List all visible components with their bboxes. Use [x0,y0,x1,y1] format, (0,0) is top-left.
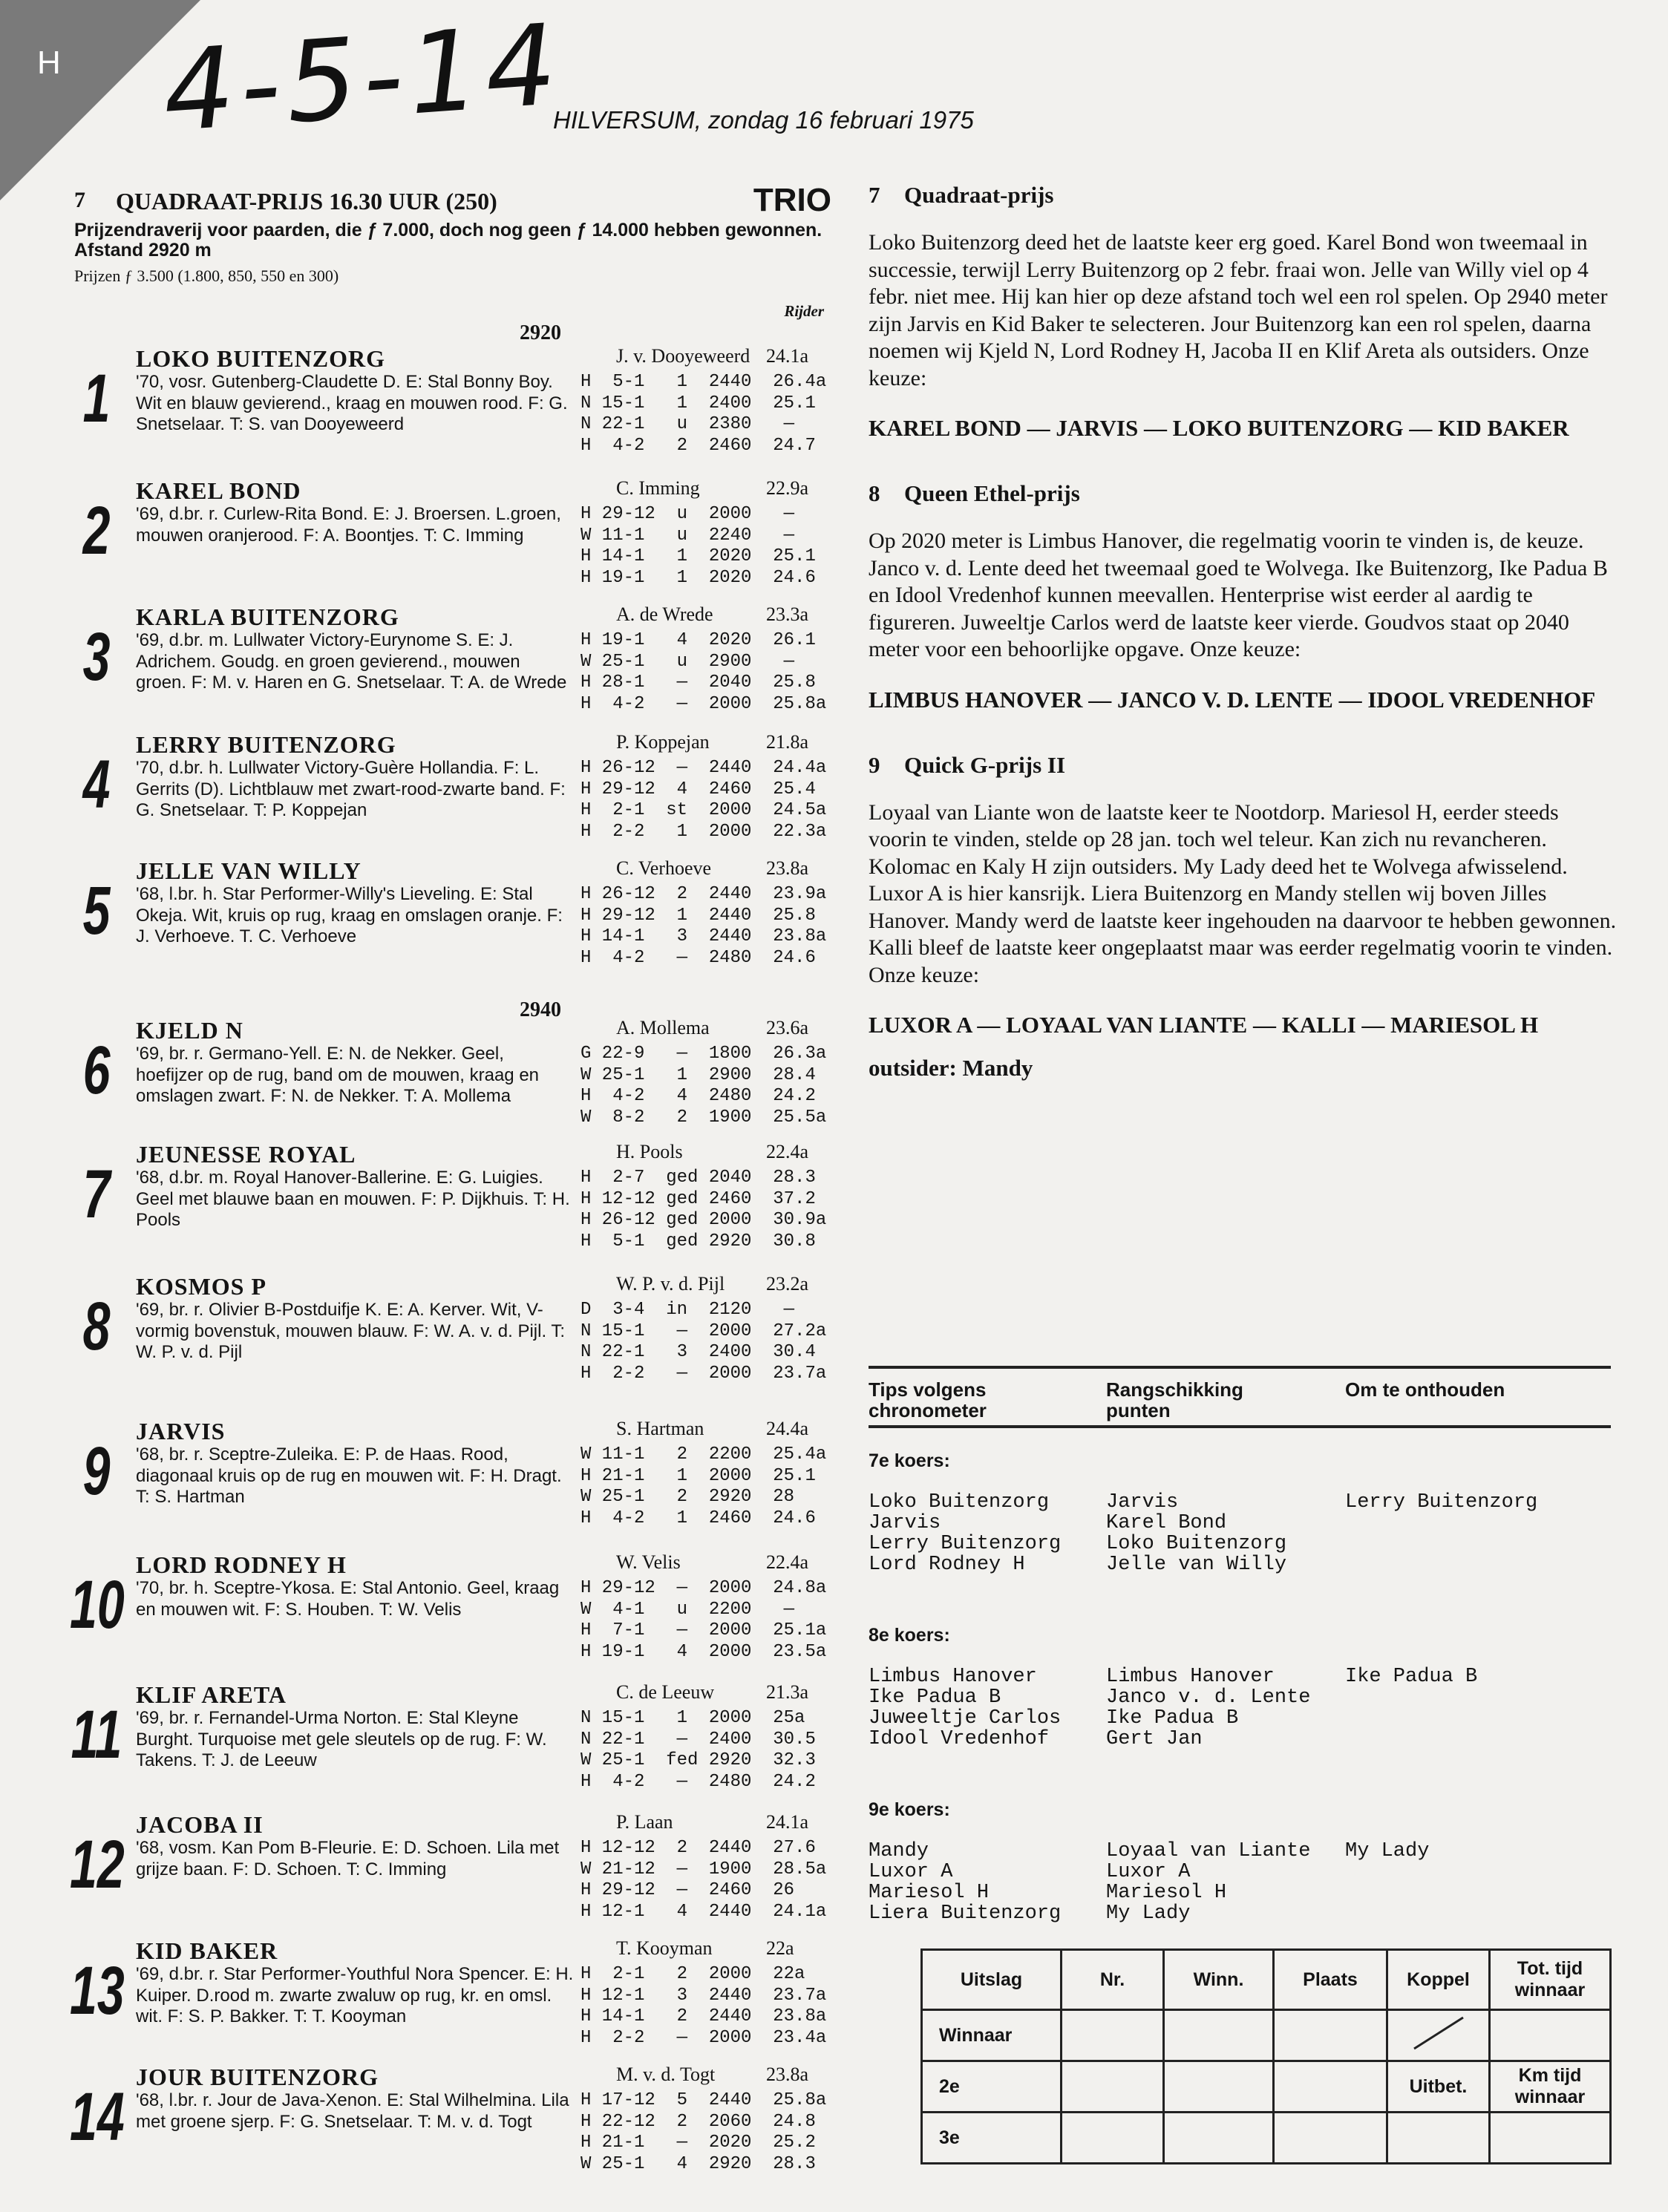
form-line: H 7-1 — 2000 25.1a [580,1620,827,1640]
horse-description: '70, br. h. Sceptre-Ykosa. E: Stal Antonio. Geel, kraag en mouwen wit. F: S. Houben. T: W. Velis [136,1578,560,1620]
form-line: W 11-1 u 2240 — [580,525,795,546]
horse-description: '69, d.br. r. Star Performer-Youthful Nora Spencer. E: H. Kuiper. D.rood m. zwarte zwaluw op rug, kr. en omsl. wit. F: S. P. Bakker. T: T. Kooyman [136,1964,574,2026]
horse-rating: 22a [766,1937,794,1959]
result-cell[interactable] [1062,2061,1164,2113]
tip-punten: Jarvis [1106,1491,1179,1514]
commentary-text: Loyaal van Liante won de laatste keer te Nootdorp. Mariesol H, eerder steeds voorin te vinden, stelde op 28 jan. toch wel teleur. Kan zich nu revancheren. Kolomac en Kaly H zijn outsiders. My Lady deed het te Wolvega afwisselend. Luxor A is hier kansrijk. Liera Buitenzorg en Mandy stellen wij boven Jilles Hanover. Mandy werd de laatste keer ingehouden na daarvoor te hebben gewonnen. Kalli bleef de laatste keer ongeplaatst maar was eerder regelmatig voorin te vinden. Onze keuze: [869,799,1617,987]
commentary-title: Queen Ethel-prijs [904,480,1080,506]
horse-rating: 23.6a [766,1017,809,1038]
horse-number: 12 [70,1827,125,1902]
horse-entry [74,1017,831,1148]
horse-rating: 22.9a [766,477,809,499]
form-line: N 22-1 u 2380 — [580,414,795,434]
horse-entry [74,1273,831,1404]
form-line: D 3-4 in 2120 — [580,1300,795,1320]
horse-form [580,1838,826,1923]
form-line: W 8-2 2 1900 25.5a [580,1107,827,1128]
horse-driver: M. v. d. Togt [616,2064,716,2085]
horse-name: KAREL BOND [136,477,301,504]
uitbet-label: Uitbet. [1387,2061,1490,2113]
form-line: W 11-1 2 2200 25.4a [580,1444,827,1465]
tip-punten: My Lady [1106,1902,1191,1925]
horse-description: '68, d.br. m. Royal Hanover-Ballerine. E: G. Luigies. Geel met blauwe baan en mouwen. F: P. Dijkhuis. T: H. Pools [136,1168,570,1230]
horse-driver: T. Kooyman [616,1937,713,1959]
tip-punten: Ike Padua B [1106,1707,1239,1730]
form-line: H 2-7 ged 2040 28.3 [580,1168,816,1188]
tip-punten: Karel Bond [1106,1512,1227,1534]
tip-chrono: Luxor A [869,1861,953,1883]
horse-rating: 24.4a [766,1418,809,1439]
form-line: H 19-1 4 2020 26.1 [580,630,816,650]
horse-description: '68, l.br. r. Jour de Java-Xenon. E: Stal Wilhelmina. Lila met groene sjerp. F: G. Snetselaar. T: M. v. d. Togt [136,2090,569,2132]
form-line: H 26-12 2 2440 23.9a [580,884,827,904]
tip-chrono-column [869,1841,1061,1924]
tip-onthouden: Lerry Buitenzorg [1345,1491,1538,1514]
form-line: H 19-1 1 2020 24.6 [580,567,816,588]
horse-name: LORD RODNEY H [136,1551,347,1578]
horse-number: 13 [70,1953,125,2029]
horse-form [580,2090,826,2175]
horse-entry [74,477,831,608]
form-line: N 22-1 — 2400 30.5 [580,1729,816,1750]
form-line: H 4-2 1 2460 24.6 [580,1508,816,1528]
tip-punten: Janco v. d. Lente [1106,1686,1311,1709]
result-header: Nr. [1062,1950,1164,2010]
form-line: H 29-12 4 2460 25.4 [580,779,816,799]
handwritten-note: 4-5-14 [159,0,566,157]
horse-number: 8 [82,1289,111,1364]
tip-chrono: Ike Padua B [869,1686,1001,1709]
km-tijd-label: Km tijd winnaar [1490,2061,1611,2113]
form-line: H 29-12 — 2000 24.8a [580,1578,827,1598]
result-cell[interactable] [1274,2061,1387,2113]
tip-chrono: Jarvis [869,1512,941,1534]
horse-number: 10 [70,1567,125,1643]
commentary-block [869,480,1618,713]
horse-rating: 23.3a [766,603,809,625]
horse-driver: C. Imming [616,477,700,499]
form-line: W 25-1 u 2900 — [580,651,795,672]
commentary-column [869,182,1618,1120]
horse-driver: A. Mollema [616,1017,710,1038]
form-line: N 15-1 1 2400 25.1 [580,393,816,413]
tip-punten: Mariesol H [1106,1882,1227,1904]
form-line: H 29-12 1 2440 25.8 [580,905,816,926]
horse-name: KARLA BUITENZORG [136,603,399,630]
corner-letter: H [37,45,61,81]
horse-name: JEUNESSE ROYAL [136,1141,356,1168]
tip-chrono-column [869,1492,1061,1575]
result-row-label: Winnaar [922,2010,1062,2061]
tip-punten-column [1106,1841,1310,1924]
form-line: H 2-2 1 2000 22.3a [580,821,827,842]
horse-entry [74,731,831,862]
result-cell[interactable] [1164,2010,1274,2061]
result-row-label: 3e [922,2113,1062,2164]
form-line: H 14-1 3 2440 23.8a [580,926,827,946]
horse-rating: 22.4a [766,1141,809,1162]
commentary-heading [869,480,1618,507]
distance-heading: 2920 [520,321,561,344]
tip-punten-column [1106,1492,1286,1575]
horse-name: JACOBA II [136,1811,264,1838]
horse-driver: C. de Leeuw [616,1681,715,1703]
horse-entry [70,1811,831,1942]
tips-race-label: 9e koers: [869,1799,950,1820]
horse-description: '69, br. r. Fernandel-Urma Norton. E: Stal Kleyne Burght. Turquoise met gele sleutels op de rug. F: W. Takens. T: J. de Leeuw [136,1708,547,1770]
horse-form [580,1578,826,1663]
tips-races [869,1450,1611,1951]
horse-entry [74,1141,831,1272]
tip-onthouden: Ike Padua B [1345,1666,1478,1688]
horse-form [580,758,826,842]
horse-driver: H. Pools [616,1141,683,1162]
tip-onthouden-column [1345,1492,1537,1513]
horse-driver: C. Verhoeve [616,857,712,879]
horse-driver: P. Koppejan [616,731,710,753]
form-line: W 25-1 2 2920 28 [580,1487,795,1507]
tip-punten: Jelle van Willy [1106,1554,1287,1576]
horse-description: '68, br. r. Sceptre-Zuleika. E: P. de Haas. Rood, diagonaal kruis op de rug en mouwen wit. F: H. Dragt. T: S. Hartman [136,1444,562,1507]
horse-rating: 22.4a [766,1551,809,1573]
commentary-text: Op 2020 meter is Limbus Hanover, die regelmatig voorin te vinden is, de keuze. Janco v. d. Lente deed het tweemaal goed te Wolvega. Ike Buitenzorg, Ike Padua B en Idool Vredenhof kunnen meevallen. Henterprise wist eerder al aardig te figureren. Juweeltje Carlos werd de laatste keer vierde. Goudvos staat op 2040 meter voor een behoorlijke opgave. Onze keuze: [869,529,1608,661]
koppel-slash-cell [1387,2010,1490,2061]
horse-entry [71,1681,831,1812]
commentary-block [869,752,1618,1082]
horse-rating: 23.8a [766,2064,809,2085]
horse-entry [74,1418,831,1548]
horse-entry [74,857,831,988]
tips-race-label: 7e koers: [869,1450,950,1471]
result-cell[interactable] [1387,2113,1490,2164]
form-line: W 25-1 fed 2920 32.3 [580,1750,816,1770]
tips-header-punten: Rangschikking punten [1106,1378,1243,1421]
result-cell[interactable] [1490,2010,1611,2061]
form-line: H 4-2 — 2480 24.2 [580,1771,816,1792]
form-line: H 29-12 u 2000 — [580,504,795,524]
commentary-list [869,182,1618,1082]
form-line: H 12-1 3 2440 23.7a [580,1985,827,2006]
horse-description: '70, d.br. h. Lullwater Victory-Guère Hollandia. F: L. Gerrits (D). Lichtblauw met zwart-rood-zwarte band. F: G. Snetselaar. T: P. Koppejan [136,758,566,820]
horse-number: 7 [82,1156,111,1232]
tip-punten-column [1106,1666,1310,1750]
commentary-number: 7 [869,182,880,208]
horse-rating: 24.1a [766,1811,809,1833]
commentary-title: Quadraat-prijs [904,182,1054,208]
race-description: Prijzendraverij voor paarden, die ƒ 7.000, doch nog geen ƒ 14.000 hebben gewonnen. Afstand 2920 m [74,220,822,261]
form-line: W 21-12 — 1900 28.5a [580,1859,827,1879]
form-line: W 25-1 1 2900 28.4 [580,1064,816,1085]
horse-name: KID BAKER [136,1937,278,1964]
result-cell[interactable] [1274,2113,1387,2164]
form-line: H 19-1 4 2000 23.5a [580,1641,827,1662]
result-table [920,1948,1612,2164]
tip-onthouden-column [1345,1841,1429,1862]
tip-chrono-column [869,1666,1061,1750]
horse-name: JOUR BUITENZORG [136,2064,379,2090]
form-line: H 14-1 1 2020 25.1 [580,546,816,566]
commentary-pick: LIMBUS HANOVER — JANCO V. D. LENTE — IDOOL VREDENHOF [869,686,1596,713]
tips-race-block [869,1450,1611,1603]
form-line: H 12-12 2 2440 27.6 [580,1838,816,1858]
commentary-number: 9 [869,751,880,778]
tip-punten: Loyaal van Liante [1106,1840,1311,1862]
horse-name: JELLE VAN WILLY [136,857,362,884]
horse-form [580,1300,826,1384]
horse-form [580,1444,826,1529]
divider [869,1425,1611,1428]
result-cell[interactable] [1274,2010,1387,2061]
commentary-pick: LUXOR A — LOYAAL VAN LIANTE — KALLI — MARIESOL H [869,1012,1539,1038]
horse-driver: S. Hartman [616,1418,704,1439]
result-cell[interactable] [1164,2061,1274,2113]
horse-name: LOKO BUITENZORG [136,345,385,372]
horse-description: '69, d.br. r. Curlew-Rita Bond. E: J. Broersen. L.groen, mouwen oranjerood. F: A. Boontjes. T: C. Imming [136,504,561,546]
race-title: QUADRAAT-PRIJS 16.30 UUR (250) [116,188,497,215]
tip-punten: Loko Buitenzorg [1106,1533,1287,1555]
horse-number: 6 [82,1033,111,1108]
form-line: H 4-2 2 2460 24.7 [580,435,816,456]
form-line: N 22-1 3 2400 30.4 [580,1342,816,1362]
form-line: H 2-1 2 2000 22a [580,1964,805,1984]
form-line: H 26-12 ged 2000 30.9a [580,1210,827,1230]
horse-driver: W. P. v. d. Pijl [616,1273,725,1295]
horse-name: KOSMOS P [136,1273,267,1300]
tips-header [869,1369,1611,1425]
horse-description: '70, vosr. Gutenberg-Claudette D. E: Stal Bonny Boy. Wit en blauw gevierend., kraag en mouwen rood. F: G. Snetselaar. T: S. van Dooyeweerd [136,372,568,434]
horse-description: '69, d.br. m. Lullwater Victory-Eurynome S. E: J. Adrichem. Goudg. en groen gevierend., mouwen groen. F: M. v. Haren en G. Snetselaar. T: A. de Wrede [136,630,567,693]
tip-punten: Gert Jan [1106,1728,1203,1750]
tip-punten: Luxor A [1106,1861,1191,1883]
horse-form [580,372,826,457]
form-line: H 12-12 ged 2460 37.2 [580,1188,816,1209]
tip-punten: Limbus Hanover [1106,1666,1275,1688]
rijder-label: Rijder [784,302,824,320]
race-prizes: Prijzen ƒ 3.500 (1.800, 850, 550 en 300) [74,266,339,285]
tips-race-block [869,1799,1611,1951]
commentary-number: 8 [869,480,880,506]
horse-number: 5 [82,873,111,949]
tip-chrono: Idool Vredenhof [869,1728,1050,1750]
horse-form [580,1044,826,1128]
form-line: H 2-2 — 2000 23.7a [580,1363,827,1384]
horse-entry [74,603,831,734]
horse-form [580,1964,826,2049]
horse-description: '68, vosm. Kan Pom B-Fleurie. E: D. Schoen. Lila met grijze baan. F: D. Schoen. T: C. Imming [136,1838,560,1879]
race-number: 7 [74,188,85,212]
horse-number: 9 [82,1433,111,1509]
race-header [74,182,831,217]
form-line: H 14-1 2 2440 23.8a [580,2006,827,2026]
horse-driver: W. Velis [616,1551,681,1573]
result-header: Tot. tijd winnaar [1490,1950,1611,2010]
commentary-outsider: outsider: Mandy [869,1055,1033,1081]
horse-entry [74,345,831,476]
commentary-pick: KAREL BOND — JARVIS — LOKO BUITENZORG — KID BAKER [869,415,1569,441]
horse-rating: 24.1a [766,345,809,367]
tip-chrono: Limbus Hanover [869,1666,1037,1688]
trio-label: TRIO [753,182,831,218]
horse-driver: J. v. Dooyeweerd [616,345,750,367]
horse-name: JARVIS [136,1418,226,1444]
tips-race-block [869,1625,1611,1777]
race-card [70,182,831,2174]
form-line: H 2-2 — 2000 23.4a [580,2027,827,2048]
form-line: H 4-2 4 2480 24.2 [580,1086,816,1106]
form-line: H 17-12 5 2440 25.8a [580,2090,827,2110]
horse-number: 14 [70,2079,125,2155]
horse-driver: P. Laan [616,1811,673,1833]
tip-chrono: Lord Rodney H [869,1554,1025,1576]
horse-number: 4 [82,747,111,822]
horse-rating: 21.3a [766,1681,809,1703]
tip-chrono: Juweeltje Carlos [869,1707,1062,1730]
horse-number: 1 [82,361,111,436]
commentary-heading [869,752,1618,779]
form-line: H 26-12 — 2440 24.4a [580,758,827,778]
tips-race-label: 8e koers: [869,1625,950,1646]
form-line: W 4-1 u 2200 — [580,1599,795,1620]
form-line: H 21-1 — 2020 25.2 [580,2133,816,2153]
form-line: H 5-1 ged 2920 30.8 [580,1231,816,1251]
result-header: Uitslag [922,1950,1062,2010]
form-line: H 21-1 1 2000 25.1 [580,1465,816,1486]
horse-number: 2 [82,493,111,569]
commentary-heading [869,182,1618,209]
horse-form [580,630,826,715]
result-header: Plaats [1274,1950,1387,2010]
tips-header-onthouden: Om te onthouden [1345,1378,1505,1401]
horse-entry [70,1551,831,1682]
form-line: H 28-1 — 2040 25.8 [580,673,816,693]
tip-onthouden: My Lady [1345,1840,1430,1862]
horse-description: '69, br. r. Olivier B-Postduifje K. E: A. Kerver. Wit, V-vormig bovenstuk, mouwen blauw. F: W. A. v. d. Pijl. T: W. P. v. d. Pijl [136,1300,566,1362]
horse-entry [70,2064,831,2194]
tip-chrono: Loko Buitenzorg [869,1491,1050,1514]
horse-number: 11 [71,1697,122,1773]
commentary-block [869,182,1618,442]
dateline: HILVERSUM, zondag 16 februari 1975 [553,106,974,134]
result-header: Winn. [1164,1950,1274,2010]
form-line: H 22-12 2 2060 24.8 [580,2111,816,2132]
horse-driver: A. de Wrede [616,603,713,625]
tip-chrono: Mandy [869,1840,929,1862]
tip-chrono: Liera Buitenzorg [869,1902,1062,1925]
horse-number: 3 [82,619,111,695]
form-line: H 29-12 — 2460 26 [580,1880,795,1900]
form-line: N 15-1 1 2000 25a [580,1708,805,1728]
result-cell[interactable] [1164,2113,1274,2164]
horse-rating: 21.8a [766,731,809,753]
slash-mark [1405,2015,1472,2052]
tip-chrono: Lerry Buitenzorg [869,1533,1062,1555]
horse-form [580,504,816,589]
result-cell[interactable] [1062,2010,1164,2061]
result-header: Koppel [1387,1950,1490,2010]
tips-header-chrono: Tips volgens chronometer [869,1378,987,1421]
horse-form [580,1708,816,1793]
tips-section [869,1366,1611,1951]
tip-onthouden-column [1345,1666,1477,1687]
form-line: H 5-1 1 2440 26.4a [580,372,827,392]
horse-description: '68, l.br. h. Star Performer-Willy's Lieveling. E: Stal Okeja. Wit, kruis op rug, kraag en omslagen oranje. F: J. Verhoeve. T. C. Verhoeve [136,884,563,946]
commentary-title: Quick G-prijs II [904,751,1066,778]
form-line: N 15-1 — 2000 27.2a [580,1321,827,1341]
horse-rating: 23.2a [766,1273,809,1295]
horse-form [580,884,826,969]
horse-entry [70,1937,831,2068]
result-cell[interactable] [1490,2113,1611,2164]
horse-description: '69, br. r. Germano-Yell. E: N. de Nekker. Geel, hoefijzer op de rug, band om de mouwen, kraag en omslagen zwart. F: N. de Nekker. T: A. Mollema [136,1044,540,1106]
form-line: H 4-2 — 2480 24.6 [580,947,816,968]
form-line: H 4-2 — 2000 25.8a [580,693,827,714]
horse-name: LERRY BUITENZORG [136,731,396,758]
form-line: W 25-1 4 2920 28.3 [580,2153,816,2174]
horse-name: KLIF ARETA [136,1681,287,1708]
form-line: G 22-9 — 1800 26.3a [580,1044,827,1064]
commentary-text: Loko Buitenzorg deed het de laatste keer erg goed. Karel Bond won tweemaal in successie, terwijl Lerry Buitenzorg op 2 febr. fraai won. Jelle van Willy viel op 4 febr. niet mee. Hij kan hier op deze afstand toch wel een rol spelen. Op 2940 meter zijn Jarvis en Kid Baker te selecteren. Jour Buitenzorg kan een rol spelen, daarna noemen wij Kjeld N, Lord Rodney H, Jacoba II en Klif Areta als outsiders. Onze keuze: [869,230,1608,390]
form-line: H 2-1 st 2000 24.5a [580,800,827,820]
horse-name: KJELD N [136,1017,243,1044]
horse-form [580,1168,826,1252]
distance-heading: 2940 [520,998,561,1021]
horse-rating: 23.8a [766,857,809,879]
tip-chrono: Mariesol H [869,1882,990,1904]
result-cell[interactable] [1062,2113,1164,2164]
form-line: H 12-1 4 2440 24.1a [580,1901,827,1922]
result-row-label: 2e [922,2061,1062,2113]
